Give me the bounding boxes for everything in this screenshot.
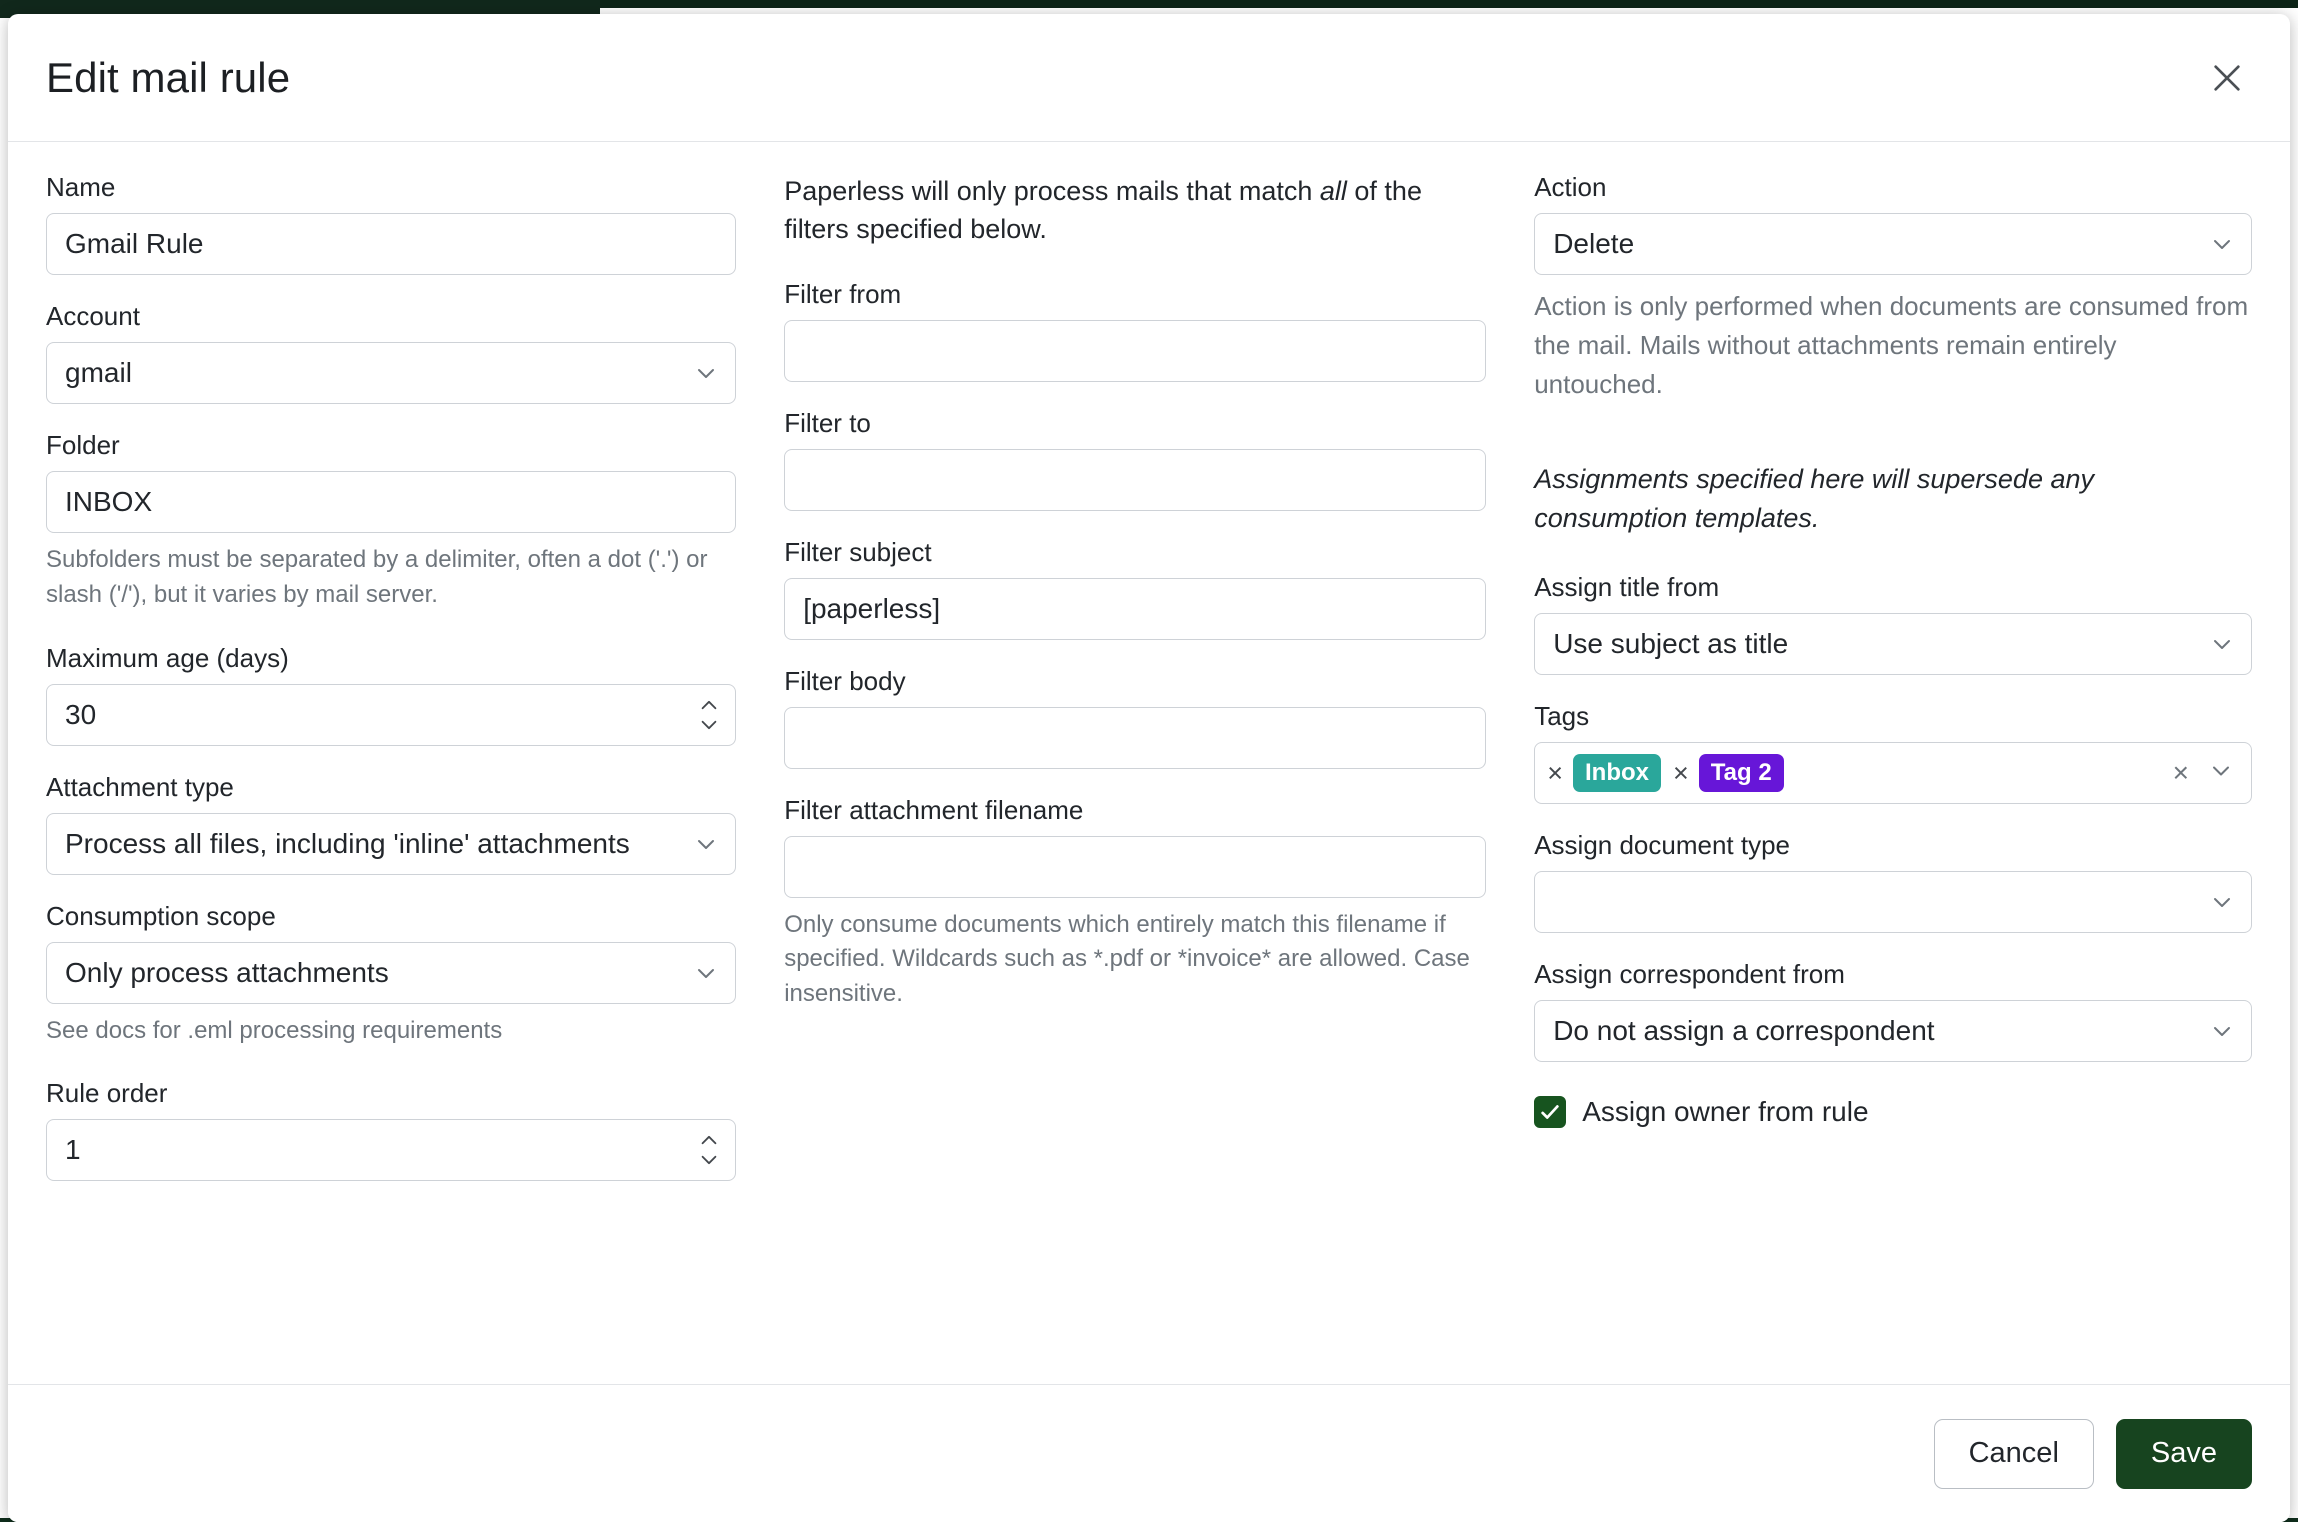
consumption-scope-value: Only process attachments — [46, 942, 736, 1004]
tag-chip[interactable] — [1673, 754, 1784, 792]
action-select[interactable] — [1534, 213, 2252, 275]
filter-subject-field-group — [784, 537, 1486, 640]
action-label: Action — [1534, 172, 2252, 203]
name-label: Name — [46, 172, 736, 203]
account-label: Account — [46, 301, 736, 332]
filter-to-input[interactable] — [784, 449, 1486, 511]
filter-to-label: Filter to — [784, 408, 1486, 439]
maximum-age-label: Maximum age (days) — [46, 643, 736, 674]
save-button[interactable]: Save — [2116, 1419, 2252, 1489]
filter-subject-input[interactable] — [784, 578, 1486, 640]
dialog-footer — [8, 1384, 2290, 1522]
assign-document-type-field-group — [1534, 830, 2252, 933]
assignments-note: Assignments specified here will supersede any consumption templates. — [1534, 460, 2252, 538]
tags-field-group — [1534, 701, 2252, 804]
account-select[interactable] — [46, 342, 736, 404]
assign-document-type-label: Assign document type — [1534, 830, 2252, 861]
assign-correspondent-from-value: Do not assign a correspondent — [1534, 1000, 2252, 1062]
filters-intro-text — [784, 172, 1486, 249]
filter-attachment-filename-input[interactable] — [784, 836, 1486, 898]
filters-column — [784, 172, 1534, 1382]
assign-correspondent-from-select[interactable] — [1534, 1000, 2252, 1062]
name-field-group — [46, 172, 736, 275]
tag-chip[interactable] — [1547, 754, 1661, 792]
filter-attachment-filename-help-text: Only consume documents which entirely match this filename if specified. Wildcards such as *.pdf or *invoice* are allowed. Case insensitive. — [784, 908, 1486, 1012]
action-value: Delete — [1534, 213, 2252, 275]
folder-field-group — [46, 430, 736, 613]
attachment-type-label: Attachment type — [46, 772, 736, 803]
consumption-scope-label: Consumption scope — [46, 901, 736, 932]
assign-title-from-label: Assign title from — [1534, 572, 2252, 603]
filter-to-field-group — [784, 408, 1486, 511]
folder-input[interactable] — [46, 471, 736, 533]
filter-body-label: Filter body — [784, 666, 1486, 697]
assign-owner-from-rule-checkbox[interactable] — [1534, 1096, 1566, 1128]
rule-order-label: Rule order — [46, 1078, 736, 1109]
clear-all-icon[interactable]: × — [2173, 759, 2189, 787]
action-field-group — [1534, 172, 2252, 404]
filter-body-input[interactable] — [784, 707, 1486, 769]
action-help-text: Action is only performed when documents are consumed from the mail. Mails without attachments remain entirely untouched. — [1534, 287, 2252, 404]
assign-document-type-select[interactable] — [1534, 871, 2252, 933]
assign-title-from-field-group — [1534, 572, 2252, 675]
assign-document-type-value — [1534, 871, 2252, 933]
assign-correspondent-from-field-group — [1534, 959, 2252, 1062]
maximum-age-stepper[interactable] — [46, 684, 736, 746]
filter-from-input[interactable] — [784, 320, 1486, 382]
assign-owner-from-rule-label: Assign owner from rule — [1582, 1096, 1868, 1128]
tags-input[interactable] — [1534, 742, 2252, 804]
filters-intro-after: of the filters specified below. — [784, 176, 1422, 244]
account-field-group — [46, 301, 736, 404]
actions-column — [1534, 172, 2252, 1382]
filter-subject-label: Filter subject — [784, 537, 1486, 568]
attachment-type-value: Process all files, including 'inline' attachments — [46, 813, 736, 875]
assign-title-from-value: Use subject as title — [1534, 613, 2252, 675]
stepper-arrows-icon[interactable] — [698, 1133, 720, 1167]
close-glyph — [2210, 61, 2244, 95]
filter-from-field-group — [784, 279, 1486, 382]
tag-chip-label: Inbox — [1573, 754, 1661, 792]
folder-label: Folder — [46, 430, 736, 461]
rule-settings-column — [46, 172, 784, 1382]
close-icon[interactable] — [2202, 53, 2252, 103]
check-icon — [1539, 1101, 1561, 1123]
assign-owner-from-rule-row[interactable] — [1534, 1096, 2252, 1128]
account-value: gmail — [46, 342, 736, 404]
filters-intro-emphasis: all — [1320, 176, 1347, 206]
rule-order-input[interactable] — [46, 1119, 736, 1181]
folder-help-text: Subfolders must be separated by a delimiter, often a dot ('.') or slash ('/'), but it varies by mail server. — [46, 543, 736, 613]
filter-attachment-filename-label: Filter attachment filename — [784, 795, 1486, 826]
consumption-scope-select[interactable] — [46, 942, 736, 1004]
filter-body-field-group — [784, 666, 1486, 769]
tags-label: Tags — [1534, 701, 2252, 732]
dialog-header — [8, 14, 2290, 142]
chevron-down-icon[interactable] — [2209, 759, 2233, 788]
rule-order-field-group — [46, 1078, 736, 1181]
consumption-scope-help-text: See docs for .eml processing requirements — [46, 1014, 736, 1049]
attachment-type-select[interactable] — [46, 813, 736, 875]
filter-from-label: Filter from — [784, 279, 1486, 310]
maximum-age-field-group — [46, 643, 736, 746]
dialog-body — [8, 142, 2290, 1382]
dialog-title: Edit mail rule — [46, 54, 290, 102]
filters-intro-before: Paperless will only process mails that match — [784, 176, 1320, 206]
assign-title-from-select[interactable] — [1534, 613, 2252, 675]
stepper-arrows-icon[interactable] — [698, 698, 720, 732]
tag-chip-label: Tag 2 — [1699, 754, 1784, 792]
name-input[interactable] — [46, 213, 736, 275]
rule-order-stepper[interactable] — [46, 1119, 736, 1181]
attachment-type-field-group — [46, 772, 736, 875]
maximum-age-input[interactable] — [46, 684, 736, 746]
cancel-button[interactable]: Cancel — [1934, 1419, 2094, 1489]
edit-mail-rule-dialog — [8, 14, 2290, 1522]
consumption-scope-field-group — [46, 901, 736, 1049]
x-icon[interactable]: × — [1673, 760, 1689, 787]
x-icon[interactable]: × — [1547, 760, 1563, 787]
filter-attachment-filename-field-group — [784, 795, 1486, 1012]
assign-correspondent-from-label: Assign correspondent from — [1534, 959, 2252, 990]
